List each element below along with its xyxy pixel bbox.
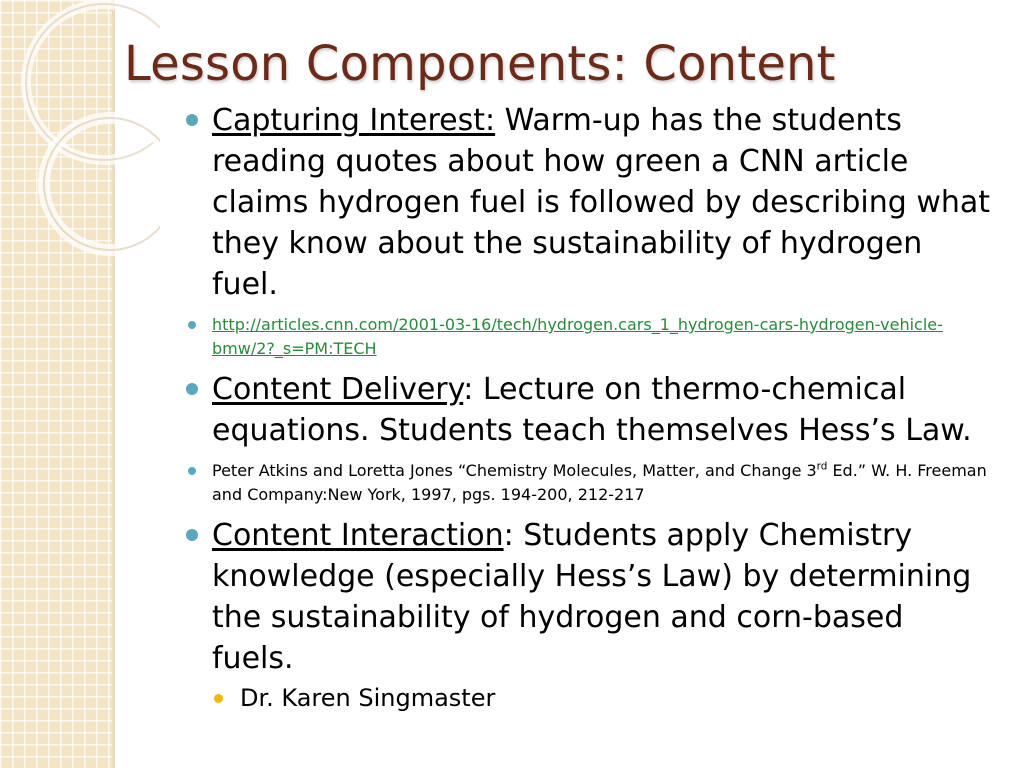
bullet-icon xyxy=(186,114,198,126)
cnn-article-link[interactable]: http://articles.cnn.com/2001-03-16/tech/hydrogen.cars_1_hydrogen-cars-hydrogen-vehicle-bmw/2?_s=PM:TECH xyxy=(212,315,943,358)
bullet-content-delivery xyxy=(184,369,994,451)
sub-bullet-author xyxy=(212,681,994,715)
bullet-text: : Lecture on thermo-chemical equations. Students teach themselves Hess’s Law. xyxy=(212,372,972,448)
reference-text-start: Peter Atkins and Loretta Jones “Chemistry Molecules, Matter, and Change 3 xyxy=(212,461,817,480)
bullet-cnn-link xyxy=(184,313,994,361)
bullet-icon xyxy=(186,383,198,395)
bullet-heading: Content Delivery xyxy=(212,372,464,407)
bullet-heading: Content Interaction xyxy=(212,518,504,553)
bullet-content-interaction xyxy=(184,515,994,679)
bullet-text: : Students apply Chemistry knowledge (especially Hess’s Law) by determining the sustainability of hydrogen and corn-based fuels. xyxy=(212,518,972,676)
bullet-icon xyxy=(188,321,196,329)
bullet-reference xyxy=(184,459,994,507)
bullet-heading: Capturing Interest: xyxy=(212,103,496,138)
bullet-icon xyxy=(186,529,198,541)
bullet-icon xyxy=(188,467,196,475)
bullet-text: Warm-up has the students reading quotes about how green a CNN article claims hydrogen fuel is followed by describing what they know about the sustainability of hydrogen fuel. xyxy=(212,103,991,302)
author-name: Dr. Karen Singmaster xyxy=(240,684,496,712)
reference-text-end: Ed.” W. H. Freeman and Company:New York, 1997, pgs. 194-200, 212-217 xyxy=(212,461,987,504)
bullet-capturing-interest xyxy=(184,100,994,305)
bullet-icon xyxy=(214,694,223,703)
slide-title: Lesson Components: Content xyxy=(124,36,836,92)
reference-superscript: rd xyxy=(816,460,828,473)
bullet-list xyxy=(184,100,994,715)
